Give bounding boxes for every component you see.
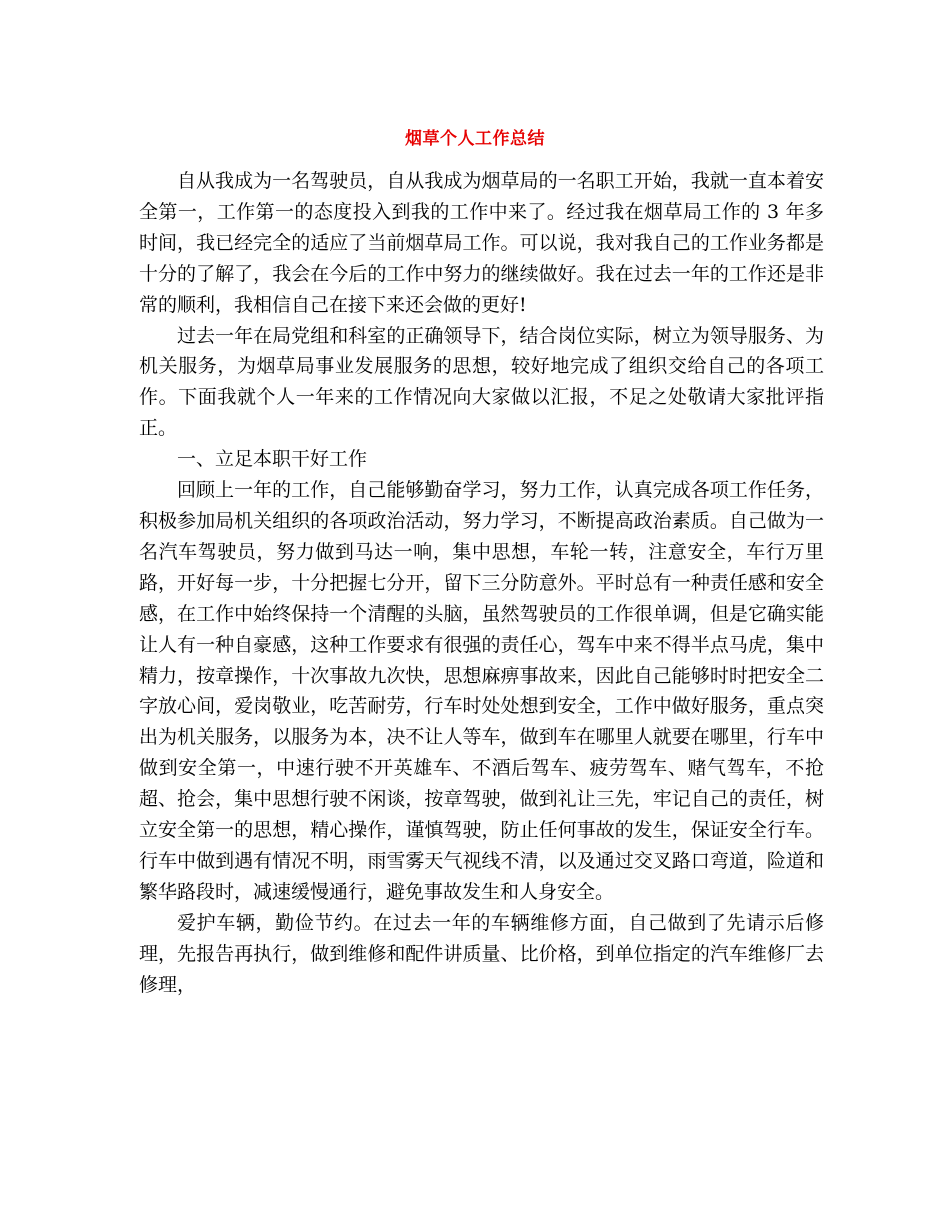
paragraph-review: 回顾上一年的工作，自己能够勤奋学习，努力工作，认真完成各项工作任务，积极参加局机关组织的各项政治活动，努力学习，不断提高政治素质。自己做为一名汽车驾驶员，努力做到马达一响，集中思想，车轮一转，注意安全，车行万里路，开好每一步，十分把握七分开，留下三分防意外。平时总有一种责任感和安全感，在工作中始终保持一个清醒的头脑，虽然驾驶员的工作很单调，但是它确实能让人有一种自豪感，这种工作要求有很强的责任心，驾车中来不得半点马虎，集中精力，按章操作，十次事故九次快，思想麻痹事故来，因此自己能够时时把安全二字放心间，爱岗敬业，吃苦耐劳，行车时处处想到安全，工作中做好服务，重点突出为机关服务，以服务为本，决不让人等车，做到车在哪里人就要在哪里，行车中做到安全第一，中速行驶不开英雄车、不酒后驾车、疲劳驾车、赌气驾车，不抢超、抢会，集中思想行驶不闲谈，按章驾驶，做到礼让三先，牢记自己的责任，树立安全第一的思想，精心操作，谨慎驾驶，防止任何事故的发生，保证安全行车。行车中做到遇有情况不明，雨雪雾天气视线不清，以及通过交叉路口弯道，险道和繁华路段时，减速缓慢通行，避免事故发生和人身安全。: [139, 479, 824, 903]
section-heading: 一、立足本职干好工作: [177, 448, 368, 471]
paragraph-intro: 自从我成为一名驾驶员，自从我成为烟草局的一名职工开始，我就一直本着安全第一，工作第一的态度投入到我的工作中来了。经过我在烟草局工作的 3 年多时间，我已经完全的适应了当前烟草局工作。可以说，我对我自己的工作业务都是十分的了解了，我会在今后的工作中努力的继续做好。我在过去一年的工作还是非常的顺利，我相信自己在接下来还会做的更好!: [139, 170, 824, 316]
paragraph-vehicle-care: 爱护车辆，勤俭节约。在过去一年的车辆维修方面，自己做到了先请示后修理，先报告再执行，做到维修和配件讲质量、比价格，到单位指定的汽车维修厂去修理，: [139, 911, 824, 996]
document-body: [139, 166, 824, 1000]
paragraph-overview: 过去一年在局党组和科室的正确领导下，结合岗位实际，树立为领导服务、为机关服务，为烟草局事业发展服务的思想，较好地完成了组织交给自己的各项工作。下面我就个人一年来的工作情况向大家做以汇报，不足之处敬请大家批评指正。: [139, 324, 824, 440]
document-title: 烟草个人工作总结: [405, 129, 545, 149]
